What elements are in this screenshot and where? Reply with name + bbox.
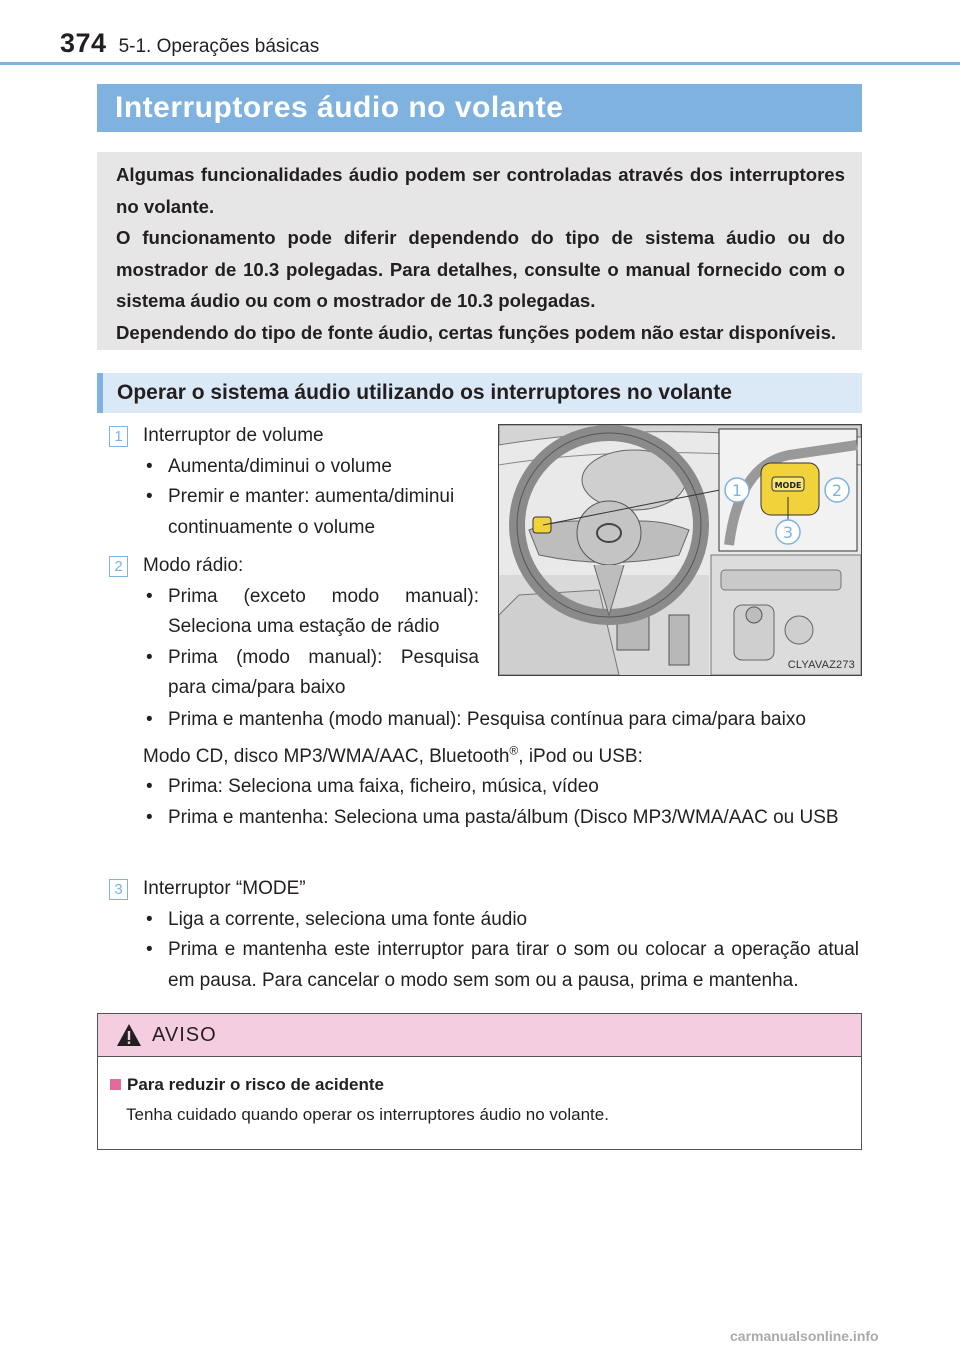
item-2-bullet-2: • Prima (modo manual): Pesquisa para cima/para baixo — [143, 643, 479, 704]
item-2-title: Modo rádio: — [143, 555, 244, 576]
warning-subtitle: Para reduzir o risco de acidente — [127, 1075, 384, 1094]
item-2-title-2-end: , iPod ou USB: — [518, 745, 643, 767]
item-number-3: 3 — [109, 879, 128, 900]
item-1-bullet-2: • Premir e manter: aumenta/diminui continuamente o volume — [143, 482, 483, 543]
registered-mark: ® — [509, 743, 519, 758]
section-title: 5-1. Operações básicas — [118, 36, 320, 57]
item-number-1: 1 — [109, 426, 128, 447]
warning-triangle-icon — [116, 1023, 142, 1047]
warning-subtitle-line — [110, 1075, 384, 1095]
item-3-bullet-1: • Liga a corrente, seleciona uma fonte áudio — [143, 905, 859, 936]
subheading: Operar o sistema áudio utilizando os interruptores no volante — [117, 381, 732, 404]
item-3-bullet-2: • Prima e mantenha este interruptor para tirar o som ou colocar a operação atual em pausa. Para cancelar o modo sem som ou a pausa, prima e mantenha. — [143, 935, 859, 996]
steering-wheel-illustration — [498, 424, 862, 676]
warning-header — [98, 1014, 861, 1057]
item-2-bullet-4: • Prima: Seleciona uma faixa, ficheiro, música, vídeo — [143, 772, 863, 803]
item-3 — [143, 874, 859, 996]
intro-paragraph-2: O funcionamento pode diferir dependendo do tipo de sistema áudio ou do mostrador de 10.3 polegadas. Para detalhes, consulte o manual fornecido com o sistema áudio ou com o mostrador de 10.3 polegadas. — [116, 227, 845, 312]
subheading-bar — [97, 373, 862, 413]
intro-paragraph-3: Dependendo do tipo de fonte áudio, certas funções podem não estar disponíveis. — [116, 321, 837, 343]
header-rule — [0, 62, 960, 65]
figure-code: CLYAVAZ273 — [787, 659, 855, 671]
item-1-title: Interruptor de volume — [143, 425, 324, 446]
item-2-bullet-5: • Prima e mantenha: Seleciona uma pasta/álbum (Disco MP3/WMA/AAC ou USB — [143, 803, 863, 834]
intro-box — [97, 152, 862, 350]
mode-switch-label: MODE — [774, 481, 802, 490]
item-2-radio — [143, 551, 479, 704]
item-2-bullet-3: • Prima e mantenha (modo manual): Pesquisa contínua para cima/para baixo — [143, 705, 863, 736]
item-3-title: Interruptor “MODE” — [143, 878, 306, 899]
title-bar — [97, 84, 862, 132]
page-title: Interruptores áudio no volante — [115, 91, 564, 124]
page-number: 374 — [60, 28, 107, 58]
intro-paragraph-1: Algumas funcionalidades áudio podem ser controladas através dos interruptores no volante. — [116, 164, 845, 217]
callout-3: 3 — [782, 523, 794, 542]
warning-text: Tenha cuidado quando operar os interruptores áudio no volante. — [126, 1105, 609, 1124]
item-1 — [143, 421, 483, 543]
callout-1: 1 — [731, 481, 743, 500]
steering-wheel-drawing — [499, 425, 861, 675]
warning-box — [97, 1013, 862, 1150]
item-2-continued — [143, 705, 863, 833]
item-2-bullet-1: • Prima (exceto modo manual): Seleciona uma estação de rádio — [143, 582, 479, 643]
item-2-title-2-text: Modo CD, disco MP3/WMA/AAC, Bluetooth — [143, 745, 510, 767]
item-1-bullet-1: • Aumenta/diminui o volume — [143, 452, 483, 483]
page-header — [60, 28, 319, 64]
item-2-title-2 — [143, 742, 863, 773]
warning-title: AVISO — [152, 1023, 217, 1046]
callout-2: 2 — [831, 481, 843, 500]
item-number-2: 2 — [109, 556, 128, 577]
watermark: carmanualsonline.info — [730, 1328, 879, 1344]
warning-square-icon — [110, 1079, 121, 1090]
